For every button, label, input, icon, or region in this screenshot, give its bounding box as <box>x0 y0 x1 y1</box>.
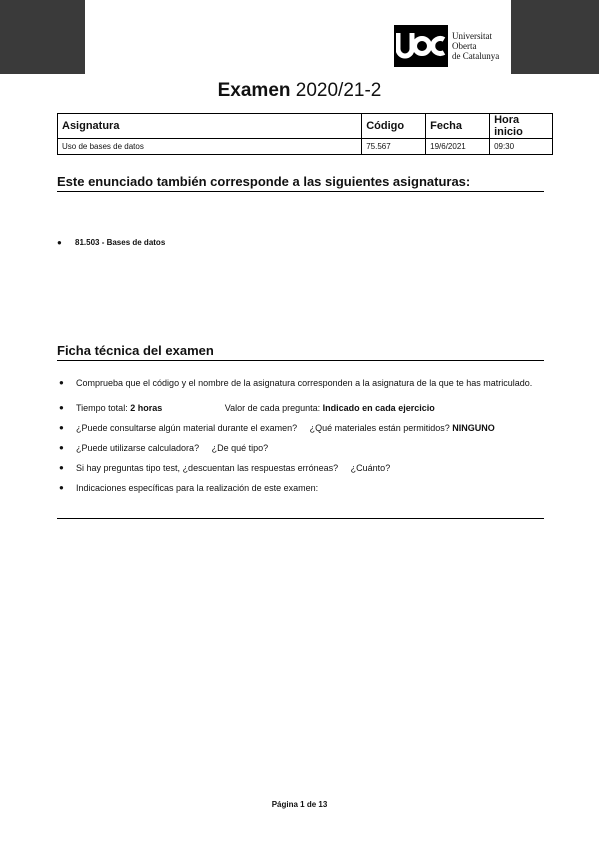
logo-line-3: de Catalunya <box>452 51 500 61</box>
exam-title-rest: 2020/21-2 <box>290 80 382 101</box>
section-heading-related: Este enunciado también corresponde a las siguientes asignaturas: <box>57 174 544 192</box>
header-asignatura: Asignatura <box>58 114 362 139</box>
uoc-logo <box>394 25 499 67</box>
material-question: ¿Puede consultarse algún material durante el examen? <box>76 423 298 433</box>
bullet-icon: ● <box>59 443 64 452</box>
header-hora-inicio: Hora inicio <box>490 114 553 139</box>
bullet-icon: ● <box>59 463 64 472</box>
bullet-icon: ● <box>57 238 62 247</box>
material-value: NINGUNO <box>452 423 495 433</box>
uoc-logo-text <box>452 31 499 61</box>
time-value: 2 horas <box>130 403 163 413</box>
indications-text: Indicaciones específicas para la realización de este examen: <box>76 483 319 493</box>
check-subject-text: Comprueba que el código y el nombre de la asignatura corresponden a la asignatura de la que te has matriculado. <box>76 378 533 388</box>
calculator-which: ¿De qué tipo? <box>211 443 269 453</box>
header-fecha: Fecha <box>426 114 490 139</box>
test-how: ¿Cuánto? <box>350 463 391 473</box>
table-row <box>58 139 553 155</box>
list-item <box>59 482 545 494</box>
related-subject: 81.503 - Bases de datos <box>75 238 166 247</box>
uoc-logo-mark-glyphs <box>396 31 446 61</box>
list-item <box>59 462 545 474</box>
page-number: Página 1 de 13 <box>271 800 328 809</box>
time-label: Tiempo total: <box>76 403 128 413</box>
ficha-list <box>59 377 545 502</box>
cell-asignatura: Uso de bases de datos <box>58 139 362 155</box>
uoc-logo-mark <box>394 25 448 67</box>
value-value: Indicado en cada ejercicio <box>322 403 435 413</box>
cell-fecha: 19/6/2021 <box>426 139 490 155</box>
material-which: ¿Qué materiales están permitidos? <box>309 423 450 433</box>
logo-line-1: Universitat <box>452 31 492 41</box>
calculator-question: ¿Puede utilizarse calculadora? <box>76 443 200 453</box>
list-item <box>59 402 545 414</box>
bullet-icon: ● <box>59 403 64 412</box>
value-label: Valor de cada pregunta: <box>224 403 321 413</box>
header-codigo: Código <box>362 114 426 139</box>
cell-codigo: 75.567 <box>362 139 426 155</box>
cell-hora-inicio: 09:30 <box>490 139 553 155</box>
exam-title <box>0 80 599 102</box>
list-item <box>59 377 545 394</box>
list-item <box>59 442 545 454</box>
header-bar-right <box>511 0 599 74</box>
bullet-icon: ● <box>59 423 64 432</box>
bullet-icon: ● <box>59 378 64 387</box>
table-header-row <box>58 114 553 139</box>
test-question: Si hay preguntas tipo test, ¿descuentan las respuestas erróneas? <box>76 463 339 473</box>
list-item <box>57 237 165 249</box>
list-item <box>59 422 545 434</box>
header-bar-left <box>0 0 85 74</box>
exam-title-bold: Examen <box>217 80 291 101</box>
section-divider <box>57 518 544 519</box>
bullet-icon: ● <box>59 483 64 492</box>
section-heading-ficha: Ficha técnica del examen <box>57 343 544 361</box>
exam-info-table <box>57 113 553 155</box>
logo-line-2: Oberta <box>452 41 477 51</box>
